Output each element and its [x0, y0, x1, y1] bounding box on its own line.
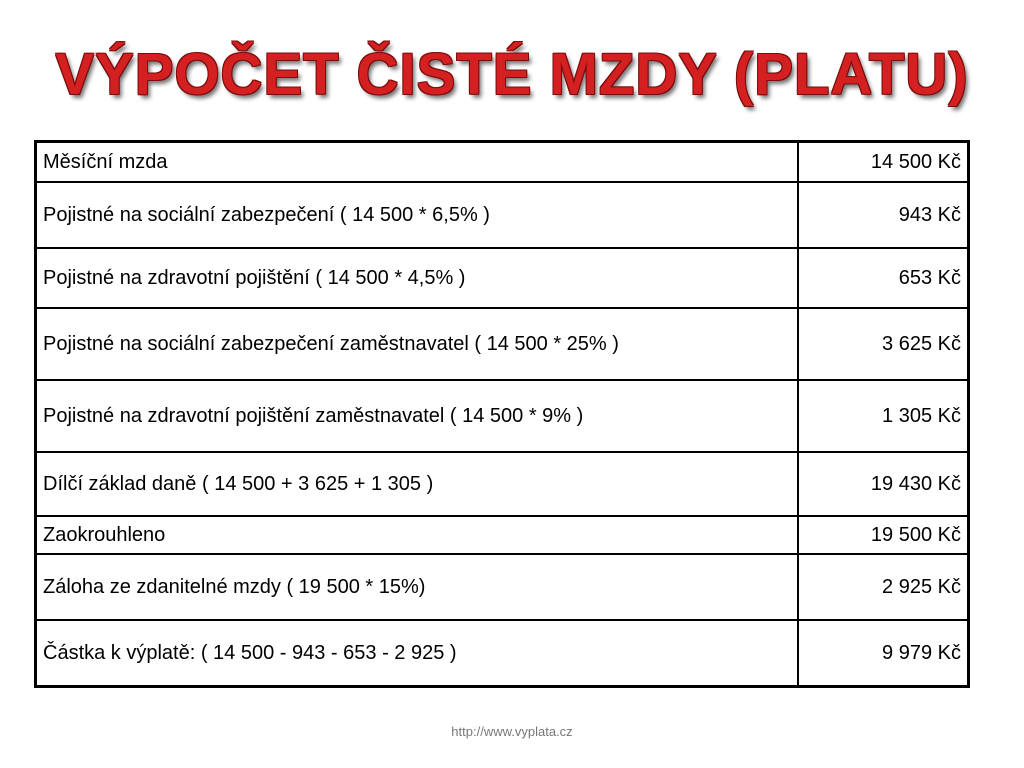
table-row: [36, 142, 969, 183]
row-label: Záloha ze zdanitelné mzdy ( 19 500 * 15%): [36, 554, 799, 620]
table-row: [36, 516, 969, 554]
row-label: Zaokrouhleno: [36, 516, 799, 554]
row-label: Dílčí základ daně ( 14 500 + 3 625 + 1 305 ): [36, 452, 799, 516]
table-row: [36, 380, 969, 452]
row-value: 3 625 Kč: [798, 308, 969, 380]
footer-url: http://www.vyplata.cz: [451, 724, 573, 739]
page-title: VÝPOČET ČISTÉ MZDY (PLATU): [55, 42, 969, 107]
salary-calculation-table: [34, 140, 970, 688]
table-row: [36, 620, 969, 687]
row-value: 2 925 Kč: [798, 554, 969, 620]
table-row: [36, 182, 969, 248]
row-label: Měsíční mzda: [36, 142, 799, 183]
row-label: Pojistné na sociální zabezpečení ( 14 500 * 6,5% ): [36, 182, 799, 248]
table-row: [36, 248, 969, 308]
table-row: [36, 452, 969, 516]
row-label: Pojistné na sociální zabezpečení zaměstnavatel ( 14 500 * 25% ): [36, 308, 799, 380]
row-value: 19 500 Kč: [798, 516, 969, 554]
table-row: [36, 308, 969, 380]
row-label: Částka k výplatě: ( 14 500 - 943 - 653 - 2 925 ): [36, 620, 799, 687]
table-row: [36, 554, 969, 620]
row-value: 653 Kč: [798, 248, 969, 308]
row-value: 9 979 Kč: [798, 620, 969, 687]
row-value: 14 500 Kč: [798, 142, 969, 183]
row-value: 19 430 Kč: [798, 452, 969, 516]
row-value: 943 Kč: [798, 182, 969, 248]
row-label: Pojistné na zdravotní pojištění ( 14 500 * 4,5% ): [36, 248, 799, 308]
row-value: 1 305 Kč: [798, 380, 969, 452]
row-label: Pojistné na zdravotní pojištění zaměstnavatel ( 14 500 * 9% ): [36, 380, 799, 452]
